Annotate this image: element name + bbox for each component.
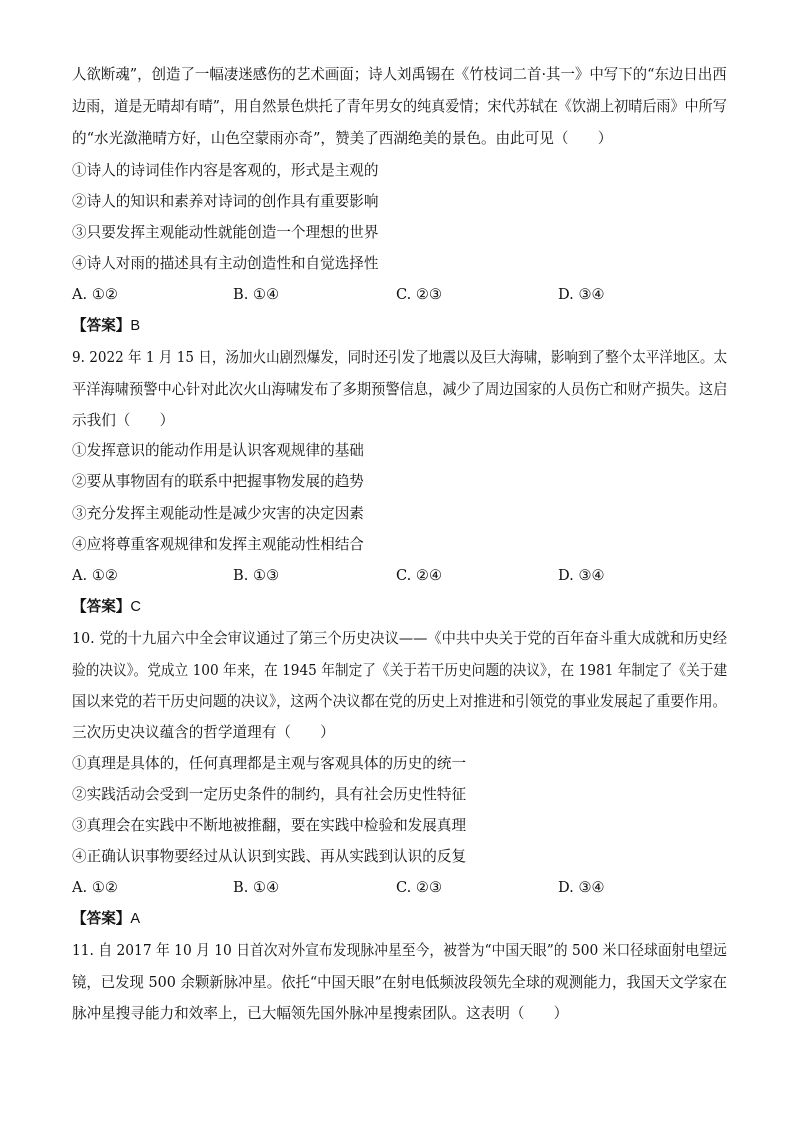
q8-options	[72, 285, 732, 305]
q9-option-c: C. ②④	[396, 567, 443, 584]
q10-option-c: C. ②③	[396, 879, 443, 896]
answer-label: 【答案】	[72, 910, 131, 927]
q10-item-4: ④正确认识事物要经过从认识到实践、再从实践到认识的反复	[72, 848, 467, 865]
q8-item-3: ③只要发挥主观能动性就能创造一个理想的世界	[72, 224, 379, 241]
q9-item-4: ④应将尊重客观规律和发挥主观能动性相结合	[72, 536, 364, 553]
q9-option-d: D. ③④	[558, 567, 605, 584]
q8-answer	[72, 316, 140, 336]
q10-stem-line: 验的决议》。党成立 100 年来，在 1945 年制定了《关于若干历史问题的决议》，在 1981 年制定了《关于建	[72, 662, 728, 679]
q9-item-2: ②要从事物固有的联系中把握事物发展的趋势	[72, 473, 364, 490]
q8-stem-line: 的“水光潋滟晴方好，山色空蒙雨亦奇”，赞美了西湖绝美的景色。由此可见（ ）	[72, 130, 613, 147]
q8-option-d: D. ③④	[558, 286, 605, 303]
q9-options	[72, 566, 732, 586]
q10-stem-line: 10. 党的十九届六中全会审议通过了第三个历史决议——《中共中央关于党的百年奋斗重大成就和历史经	[72, 630, 727, 647]
q11-stem-line: 11. 自 2017 年 10 月 10 日首次对外宣布发现脉冲星至今，被誉为“中国天眼”的 500 米口径球面射电望远	[72, 942, 727, 959]
q10-option-b: B. ①④	[233, 879, 280, 896]
q10-stem-line: 国以来党的若干历史问题的决议》，这两个决议都在党的历史上对推进和引领党的事业发展起了重要作用。	[72, 693, 727, 710]
q10-options	[72, 878, 732, 898]
q8-stem-line: 人欲断魂”，创造了一幅凄迷感伤的艺术画面；诗人刘禹锡在《竹枝词二首·其一》中写下的“东边日出西	[72, 66, 727, 83]
q11-stem-line: 镜，已发现 500 余颗新脉冲星。依托“中国天眼”在射电低频波段领先全球的观测能力，我国天文学家在	[72, 974, 727, 991]
q9-answer	[72, 597, 141, 617]
q10-item-3: ③真理会在实践中不断地被推翻，要在实践中检验和发展真理	[72, 817, 467, 834]
q10-option-a: A. ①②	[72, 879, 118, 896]
q10-item-2: ②实践活动会受到一定历史条件的制约，具有社会历史性特征	[72, 786, 467, 803]
q9-option-b: B. ①③	[233, 567, 280, 584]
answer-letter: A	[130, 911, 141, 927]
q8-option-a: A. ①②	[72, 286, 118, 303]
answer-letter: C	[130, 599, 141, 615]
q8-option-b: B. ①④	[233, 286, 280, 303]
q9-item-3: ③充分发挥主观能动性是减少灾害的决定因素	[72, 505, 364, 522]
q8-stem-line: 边雨，道是无晴却有晴”，用自然景色烘托了青年男女的纯真爱情；宋代苏轼在《饮湖上初晴后雨》中所写	[72, 98, 727, 115]
answer-label: 【答案】	[72, 317, 131, 334]
q10-item-1: ①真理是具体的，任何真理都是主观与客观具体的历史的统一	[72, 755, 467, 772]
q9-stem-line: 平洋海啸预警中心针对此次火山海啸发布了多期预警信息，减少了周边国家的人员伤亡和财产损失。这启	[72, 381, 728, 398]
q11-stem-line: 脉冲星搜寻能力和效率上，已大幅领先国外脉冲星搜索团队。这表明（ ）	[72, 1005, 569, 1022]
q9-stem-line: 9. 2022 年 1 月 15 日，汤加火山剧烈爆发，同时还引发了地震以及巨大海啸，影响到了整个太平洋地区。太	[72, 349, 728, 366]
q8-item-2: ②诗人的知识和素养对诗词的创作具有重要影响	[72, 193, 379, 210]
q9-option-a: A. ①②	[72, 567, 118, 584]
q9-item-1: ①发挥意识的能动作用是认识客观规律的基础	[72, 442, 364, 459]
answer-letter: B	[130, 318, 141, 334]
q8-item-1: ①诗人的诗词佳作内容是客观的，形式是主观的	[72, 162, 379, 179]
q9-stem-line: 示我们（ ）	[72, 412, 175, 429]
q10-stem-line: 三次历史决议蕴含的哲学道理有（ ）	[72, 724, 335, 741]
q10-option-d: D. ③④	[558, 879, 605, 896]
q8-item-4: ④诗人对雨的描述具有主动创造性和自觉选择性	[72, 255, 379, 272]
answer-label: 【答案】	[72, 598, 131, 615]
q10-answer	[72, 909, 140, 929]
q8-option-c: C. ②③	[396, 286, 443, 303]
